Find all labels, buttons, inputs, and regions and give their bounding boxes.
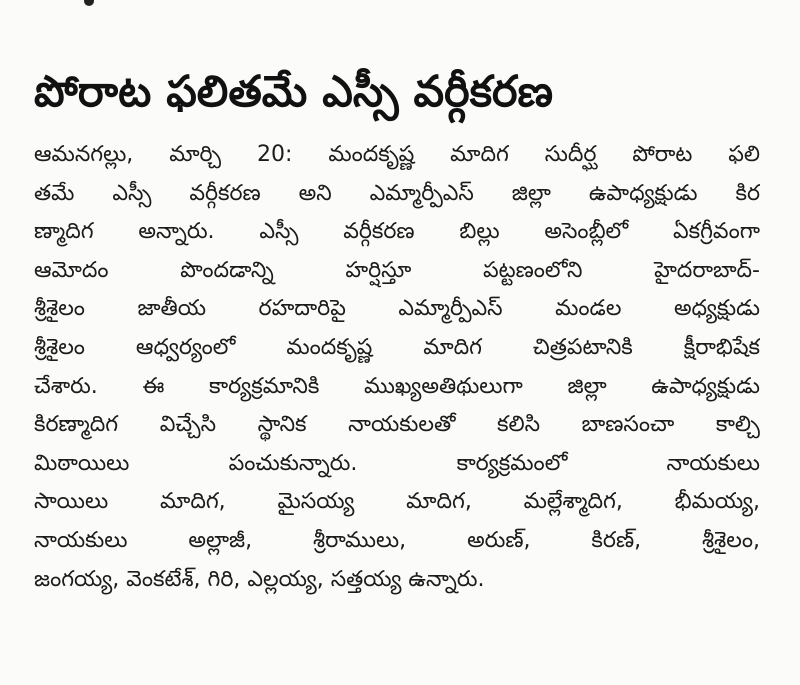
- article-line: ణ్మాదిగ అన్నారు. ఎస్సీ వర్గీకరణ బిల్లు అసెంబ్లీలో ఏకగ్రీవంగా: [34, 219, 760, 245]
- article-line: నాయకులు అల్లాజీ, శ్రీరాములు, అరుణ్, కిరణ్, శ్రీశైలం,: [34, 527, 760, 553]
- article-line: చేశారు. ఈ కార్యక్రమానికి ముఖ్యఅతిథులుగా జిల్లా ఉపాధ్యక్షుడు: [34, 373, 760, 399]
- article-line: ఆమనగల్లు, మార్చి 20: మందకృష్ణ మాదిగ సుదీర్ఘ పోరాట ఫలి: [34, 142, 760, 167]
- article-line: కిరణ్మాదిగ విచ్చేసి స్థానిక నాయకులతో కలిసి బాణసంచా కాల్చి: [34, 412, 760, 438]
- article-line: మిఠాయిలు పంచుకున్నారు. కార్యక్రమంలో నాయకులు: [34, 450, 760, 476]
- article-line: శ్రీశైలం ఆధ్వర్యంలో మందకృష్ణ మాదిగ చిత్రపటానికి క్షీరాభిషేక: [34, 334, 760, 360]
- article-line: ఆమోదం పొందడాన్ని హర్షిస్తూ పట్టణంలోని హైదరాబాద్-: [34, 257, 760, 283]
- article-body: [34, 124, 760, 599]
- article-line: శ్రీశైలం జాతీయ రహదారిపై ఎమ్మార్పీఎస్ మండల అధ్యక్షుడు: [34, 296, 760, 322]
- article-line: సాయిలు మాదిగ, మైసయ్య మాదిగ, మల్లేశ్మాదిగ, భీమయ్య,: [34, 489, 760, 515]
- article-headline: పోరాట ఫలితమే ఎస్సీ వర్గీకరణ: [34, 67, 554, 117]
- article-line: తమే ఎస్సీ వర్గీకరణ అని ఎమ్మార్పీఎస్ జిల్లా ఉపాధ్యక్షుడు కిర: [34, 180, 760, 206]
- article-line: జంగయ్య, వెంకటేశ్, గిరి, ఎల్లయ్య, సత్తయ్య ఉన్నారు.: [34, 566, 485, 592]
